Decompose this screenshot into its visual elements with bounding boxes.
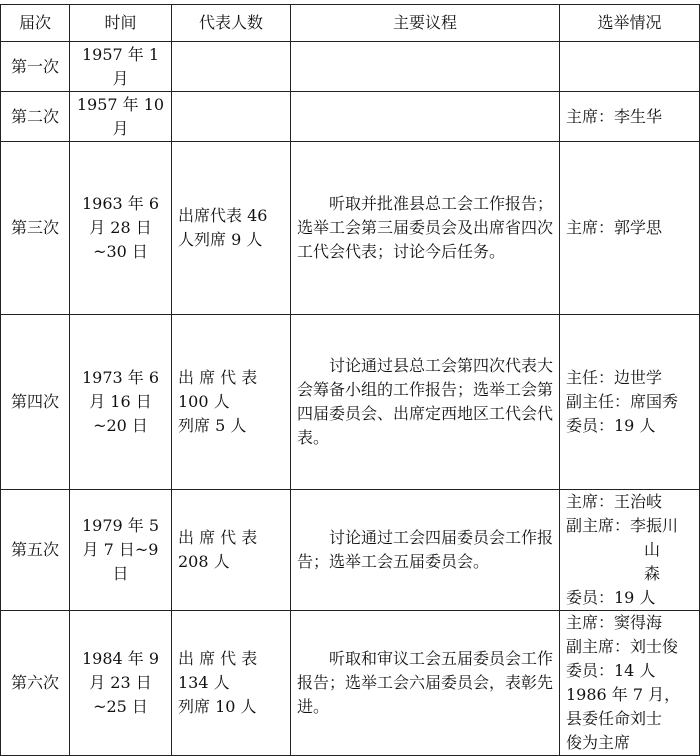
header-representatives: 代表人数 [172, 5, 291, 42]
header-agenda: 主要议程 [291, 5, 560, 42]
time-line: 1957 年 1 [81, 44, 160, 64]
representatives-line: 208 人 [178, 552, 230, 571]
table-row [1, 611, 700, 756]
table-row [1, 315, 700, 490]
header-time: 时间 [70, 5, 172, 42]
time-line: 1957 年 10 [76, 94, 165, 114]
election-line: 山 森 [644, 540, 678, 583]
time-line: 月 7 日~9 [82, 540, 159, 559]
representatives-cell [172, 490, 291, 611]
election-line: 委员：19 人 [566, 416, 656, 435]
agenda-cell [291, 42, 560, 92]
time-line: 1973 年 6 [81, 368, 160, 387]
representatives-line: 出 席 代 表 [178, 368, 258, 387]
table-body [1, 42, 700, 756]
election-line: 委员：14 人 [566, 661, 656, 680]
time-cell [70, 490, 172, 611]
representatives-line: 人列席 9 人 [178, 230, 263, 249]
time-line: ~30 日 [93, 242, 148, 261]
time-line: 月 [112, 68, 129, 88]
representatives-line: 出 席 代 表 [178, 649, 258, 668]
agenda-cell: 听取和审议工会五届委员会工作报告；选举工会六届委员会，表彰先进。 [291, 611, 560, 756]
time-cell [70, 42, 172, 92]
representatives-line: 100 人 [178, 392, 230, 411]
election-line: 县委任命刘士 [566, 709, 663, 728]
table-row [1, 92, 700, 142]
election-line: 俊为主席 [566, 733, 631, 752]
election-line: 主席：郭学思 [566, 218, 663, 237]
session-cell: 第五次 [1, 490, 70, 611]
representatives-cell [172, 42, 291, 92]
representatives-cell [172, 315, 291, 490]
election-cell [560, 92, 700, 142]
election-cell [560, 611, 700, 756]
session-cell: 第二次 [1, 92, 70, 142]
representatives-line: 134 人 [178, 673, 230, 692]
election-cell [560, 142, 700, 315]
time-cell [70, 142, 172, 315]
election-line: 主任：边世学 [566, 368, 663, 387]
session-cell: 第一次 [1, 42, 70, 92]
time-cell [70, 315, 172, 490]
time-line: 1979 年 5 [81, 516, 160, 535]
representatives-line: 出席代表 46 [178, 206, 268, 225]
session-cell: 第四次 [1, 315, 70, 490]
header-session: 届次 [1, 5, 70, 42]
time-line: 日 [112, 564, 129, 583]
time-line: ~25 日 [93, 697, 148, 716]
time-line: 月 [112, 118, 129, 138]
union-congress-table [0, 4, 700, 756]
election-line: 委员：19 人 [566, 588, 656, 607]
time-line: 1963 年 6 [81, 194, 160, 213]
representatives-line: 列席 10 人 [178, 697, 257, 716]
time-line: 月 28 日 [89, 218, 152, 237]
election-cell [560, 315, 700, 490]
time-line: 1984 年 9 [81, 649, 160, 668]
time-line: 月 16 日 [89, 392, 152, 411]
table-row [1, 490, 700, 611]
election-line: 副主任：席国秀 [566, 392, 679, 411]
election-line: 主席：窦得海 [566, 613, 663, 632]
election-cell [560, 490, 700, 611]
agenda-cell: 讨论通过县总工会第四次代表大会筹备小组的工作报告；选举工会第四届委员会、出席定西地区工代会代表。 [291, 315, 560, 490]
agenda-cell: 听取并批准县总工会工作报告；选举工会第三届委员会及出席省四次工代会代表；讨论今后任务。 [291, 142, 560, 315]
time-cell [70, 92, 172, 142]
election-line: 主席：李生华 [566, 106, 663, 126]
agenda-cell: 讨论通过工会四届委员会工作报告；选举工会五届委员会。 [291, 490, 560, 611]
representatives-cell [172, 142, 291, 315]
time-line: ~20 日 [93, 416, 148, 435]
election-line: 主席：王治岐 [566, 492, 663, 511]
representatives-cell [172, 92, 291, 142]
session-cell: 第三次 [1, 142, 70, 315]
representatives-line: 出 席 代 表 [178, 528, 258, 547]
table-row [1, 42, 700, 92]
election-cell [560, 42, 700, 92]
agenda-cell [291, 92, 560, 142]
election-line: 副主席：刘士俊 [566, 637, 679, 656]
table-row [1, 142, 700, 315]
time-cell [70, 611, 172, 756]
header-election: 选举情况 [560, 5, 700, 42]
representatives-line: 列席 5 人 [178, 416, 247, 435]
representatives-cell [172, 611, 291, 756]
time-line: 月 23 日 [89, 673, 152, 692]
election-line: 1986 年 7 月， [566, 685, 681, 704]
election-line: 副主席：李振川 [566, 516, 679, 535]
session-cell: 第六次 [1, 611, 70, 756]
table-header-row [1, 5, 700, 42]
